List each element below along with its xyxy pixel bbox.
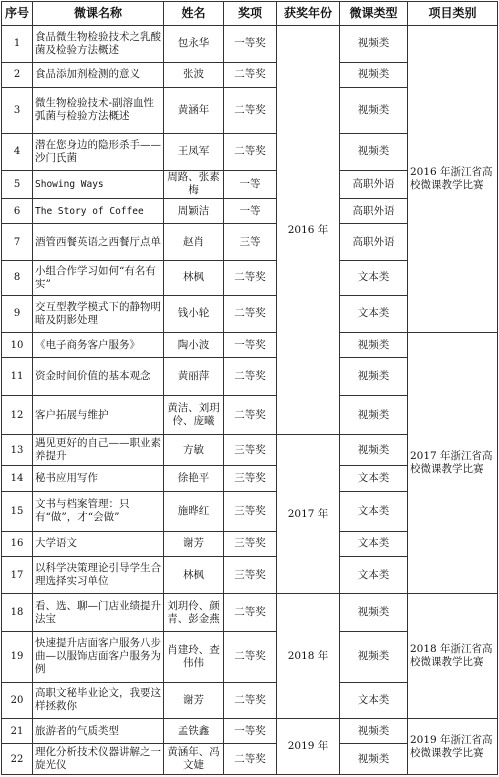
cell-number: 13 (2, 435, 33, 466)
table-header-row (2, 2, 498, 26)
cell-name: 谢芳 (164, 682, 224, 719)
cell-project-category: 2019 年浙江省高校微课教学比赛 (408, 719, 498, 775)
cell-course-type: 视频类 (340, 26, 408, 63)
cell-number: 21 (2, 719, 33, 744)
cell-award: 三等 (224, 224, 277, 261)
table-row (2, 719, 498, 744)
cell-course-name: 秘书应用写作 (33, 466, 164, 491)
cell-course-type: 视频类 (340, 396, 408, 435)
cell-name: 徐艳平 (164, 466, 224, 491)
cell-course-name: 潜在您身边的隐形杀手——沙门氏菌 (33, 134, 164, 171)
cell-course-type: 文本类 (340, 531, 408, 556)
cell-name: 陶小波 (164, 333, 224, 358)
cell-course-type: 文本类 (340, 682, 408, 719)
cell-course-name: 大学语文 (33, 531, 164, 556)
cell-year: 2018 年 (277, 594, 340, 719)
cell-course-name: The Story of Coffee (33, 199, 164, 224)
cell-award: 二等奖 (224, 87, 277, 133)
cell-award: 二等奖 (224, 682, 277, 719)
cell-course-name: 理化分析技术仪器讲解之一旋光仪 (33, 744, 164, 775)
cell-course-name: 小组合作学习如何“有名有实” (33, 260, 164, 295)
cell-course-type: 视频类 (340, 594, 408, 632)
cell-course-name: 微生物检验技术-副溶血性弧菌与检验方法概述 (33, 87, 164, 133)
header-name: 姓名 (164, 2, 224, 26)
cell-course-type: 视频类 (340, 632, 408, 682)
cell-course-name: 《电子商务客户服务》 (33, 333, 164, 358)
cell-number: 11 (2, 358, 33, 396)
cell-name: 孟铁鑫 (164, 719, 224, 744)
cell-course-type: 视频类 (340, 358, 408, 396)
cell-award: 二等奖 (224, 594, 277, 632)
cell-course-type: 视频类 (340, 87, 408, 133)
cell-course-name: 酒管西餐英语之西餐厅点单 (33, 224, 164, 261)
cell-number: 20 (2, 682, 33, 719)
cell-course-type: 文本类 (340, 260, 408, 295)
cell-award: 三等奖 (224, 435, 277, 466)
cell-award: 二等奖 (224, 260, 277, 295)
cell-number: 22 (2, 744, 33, 775)
cell-award: 三等奖 (224, 466, 277, 491)
cell-project-category: 2017 年浙江省高校微课教学比赛 (408, 333, 498, 594)
cell-name: 肖建玲、查伟伟 (164, 632, 224, 682)
cell-number: 17 (2, 556, 33, 594)
cell-number: 16 (2, 531, 33, 556)
cell-course-type: 视频类 (340, 744, 408, 775)
cell-name: 黄丽萍 (164, 358, 224, 396)
cell-course-name: 资金时间价值的基本观念 (33, 358, 164, 396)
header-number: 序号 (2, 2, 33, 26)
cell-number: 15 (2, 491, 33, 531)
cell-number: 4 (2, 134, 33, 171)
cell-award: 二等奖 (224, 134, 277, 171)
cell-name: 林枫 (164, 556, 224, 594)
cell-number: 5 (2, 170, 33, 198)
cell-number: 3 (2, 87, 33, 133)
cell-course-type: 文本类 (340, 466, 408, 491)
cell-year: 2017 年 (277, 435, 340, 594)
cell-year: 2019 年 (277, 719, 340, 775)
cell-number: 1 (2, 26, 33, 63)
cell-name: 方敏 (164, 435, 224, 466)
cell-course-type: 视频类 (340, 134, 408, 171)
header-project-category: 项目类别 (408, 2, 498, 26)
cell-award: 一等 (224, 199, 277, 224)
cell-award: 一等 (224, 170, 277, 198)
cell-number: 8 (2, 260, 33, 295)
cell-name: 黄涵年、冯文婕 (164, 744, 224, 775)
header-award: 奖项 (224, 2, 277, 26)
header-year: 获奖年份 (277, 2, 340, 26)
cell-award: 二等奖 (224, 632, 277, 682)
cell-course-type: 视频类 (340, 333, 408, 358)
table-row (2, 594, 498, 632)
cell-course-type: 文本类 (340, 295, 408, 333)
award-table (1, 1, 498, 775)
cell-award: 一等奖 (224, 333, 277, 358)
cell-award: 二等奖 (224, 295, 277, 333)
cell-course-name: 交互型教学模式下的静物明暗及阴影处理 (33, 295, 164, 333)
cell-number: 12 (2, 396, 33, 435)
cell-course-type: 高职外语 (340, 170, 408, 198)
cell-course-name: 文书与档案管理：只有“做”，才“会做” (33, 491, 164, 531)
cell-course-type: 高职外语 (340, 199, 408, 224)
cell-name: 周路、张素梅 (164, 170, 224, 198)
cell-course-type: 文本类 (340, 491, 408, 531)
cell-number: 7 (2, 224, 33, 261)
cell-name: 包永华 (164, 26, 224, 63)
cell-year: 2016 年 (277, 26, 340, 435)
table-row (2, 26, 498, 63)
cell-course-type: 高职外语 (340, 224, 408, 261)
cell-number: 9 (2, 295, 33, 333)
header-course-name: 微课名称 (33, 2, 164, 26)
cell-number: 2 (2, 62, 33, 87)
cell-course-name: 看、选、聊—门店业绩提升法宝 (33, 594, 164, 632)
cell-course-name: 以科学决策理论引导学生合理选择实习单位 (33, 556, 164, 594)
cell-course-name: 快速提升店面客户服务八步曲—以服饰店面客户服务为例 (33, 632, 164, 682)
cell-name: 黄洁、刘玥伶、庞曦 (164, 396, 224, 435)
cell-award: 三等奖 (224, 491, 277, 531)
cell-award: 三等奖 (224, 531, 277, 556)
cell-course-name: 食品微生物检验技术之乳酸菌及检验方法概述 (33, 26, 164, 63)
cell-name: 赵肖 (164, 224, 224, 261)
cell-course-name: 食品添加剂检测的意义 (33, 62, 164, 87)
cell-award: 二等奖 (224, 396, 277, 435)
cell-name: 周颖洁 (164, 199, 224, 224)
cell-award: 二等奖 (224, 62, 277, 87)
cell-name: 黄涵年 (164, 87, 224, 133)
cell-number: 10 (2, 333, 33, 358)
cell-name: 刘玥伶、颜青、彭金燕 (164, 594, 224, 632)
cell-project-category: 2016 年浙江省高校微课教学比赛 (408, 26, 498, 333)
table-row (2, 333, 498, 358)
cell-award: 二等奖 (224, 744, 277, 775)
cell-award: 一等奖 (224, 26, 277, 63)
cell-name: 谢芳 (164, 531, 224, 556)
cell-course-name: 旅游者的气质类型 (33, 719, 164, 744)
cell-name: 王凤军 (164, 134, 224, 171)
cell-award: 一等奖 (224, 719, 277, 744)
table-body (2, 26, 498, 775)
cell-name: 钱小轮 (164, 295, 224, 333)
cell-name: 施晔红 (164, 491, 224, 531)
cell-course-name: 遇见更好的自己——职业素养提升 (33, 435, 164, 466)
header-course-type: 微课类型 (340, 2, 408, 26)
cell-number: 19 (2, 632, 33, 682)
cell-name: 林枫 (164, 260, 224, 295)
cell-award: 二等奖 (224, 358, 277, 396)
cell-project-category: 2018 年浙江省高校微课教学比赛 (408, 594, 498, 719)
cell-course-type: 视频类 (340, 719, 408, 744)
cell-course-name: Showing Ways (33, 170, 164, 198)
cell-course-type: 视频类 (340, 62, 408, 87)
cell-name: 张波 (164, 62, 224, 87)
cell-course-name: 高职文秘毕业论文，我要这样拯救你 (33, 682, 164, 719)
cell-course-name: 客户拓展与维护 (33, 396, 164, 435)
cell-course-type: 文本类 (340, 556, 408, 594)
cell-number: 14 (2, 466, 33, 491)
cell-course-type: 视频类 (340, 435, 408, 466)
cell-number: 18 (2, 594, 33, 632)
cell-number: 6 (2, 199, 33, 224)
cell-award: 三等奖 (224, 556, 277, 594)
